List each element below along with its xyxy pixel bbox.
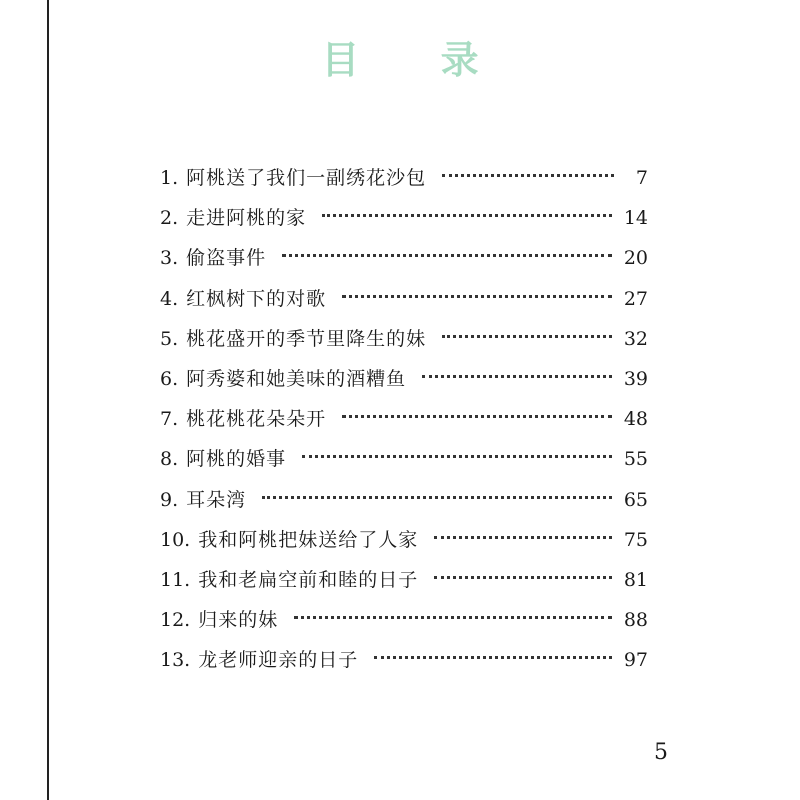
toc-entry-page: 55 [623, 448, 648, 471]
toc-entry-8[interactable] [160, 439, 648, 479]
dot-leader [294, 616, 612, 619]
toc-entry-title: 偷盗事件 [186, 247, 267, 270]
dot-leader [342, 295, 612, 298]
toc-entry-page: 81 [623, 568, 648, 591]
dot-leader [302, 455, 612, 458]
toc-entry-page: 97 [623, 649, 648, 672]
dot-leader [374, 656, 612, 659]
toc-entry-number: 11. [160, 568, 191, 591]
toc-entry-title: 龙老师迎亲的日子 [198, 649, 359, 672]
dot-leader [422, 375, 612, 378]
toc-entry-title: 桃花桃花朵朵开 [186, 408, 327, 431]
toc-entry-number: 13. [160, 649, 191, 672]
toc-entry-title: 归来的妹 [198, 609, 279, 632]
toc-entry-number: 5. [160, 327, 179, 350]
toc-entry-page: 27 [623, 287, 648, 310]
toc-entry-title: 桃花盛开的季节里降生的妹 [186, 327, 427, 350]
toc-entry-number: 6. [160, 367, 179, 390]
toc-list [160, 158, 648, 680]
toc-entry-title: 走进阿桃的家 [186, 207, 307, 230]
dot-leader [434, 576, 612, 579]
toc-entry-number: 2. [160, 207, 179, 230]
dot-leader [342, 415, 612, 418]
toc-entry-page: 32 [623, 327, 648, 350]
toc-entry-page: 48 [623, 408, 648, 431]
dot-leader [282, 254, 612, 257]
toc-entry-5[interactable] [160, 319, 648, 359]
dot-leader [434, 536, 612, 539]
toc-entry-title: 红枫树下的对歌 [186, 287, 327, 310]
toc-entry-3[interactable] [160, 238, 648, 278]
toc-entry-title: 我和老扁空前和睦的日子 [198, 568, 419, 591]
page-edge-line [47, 0, 49, 800]
toc-entry-number: 9. [160, 488, 179, 511]
toc-entry-page: 39 [623, 367, 648, 390]
toc-entry-number: 4. [160, 287, 179, 310]
toc-entry-13[interactable] [160, 640, 648, 680]
toc-entry-2[interactable] [160, 198, 648, 238]
toc-entry-7[interactable] [160, 399, 648, 439]
dot-leader [262, 496, 612, 499]
toc-entry-page: 65 [623, 488, 648, 511]
page-number: 5 [654, 740, 668, 765]
toc-entry-number: 8. [160, 448, 179, 471]
toc-entry-6[interactable] [160, 359, 648, 399]
toc-entry-number: 1. [160, 167, 179, 189]
toc-title: 目 录 [321, 37, 513, 82]
toc-entry-12[interactable] [160, 600, 648, 640]
toc-entry-page: 7 [635, 167, 648, 189]
toc-entry-title: 我和阿桃把妹送给了人家 [198, 528, 419, 551]
toc-entry-11[interactable] [160, 560, 648, 600]
dot-leader [322, 214, 612, 217]
toc-entry-title: 耳朵湾 [186, 488, 247, 511]
toc-entry-number: 10. [160, 528, 191, 551]
dot-leader [442, 174, 614, 177]
toc-entry-page: 75 [623, 528, 648, 551]
toc-entry-page: 20 [623, 247, 648, 270]
dot-leader [442, 335, 612, 338]
toc-entry-number: 3. [160, 247, 179, 270]
toc-entry-number: 7. [160, 408, 179, 431]
toc-entry-page: 88 [623, 609, 648, 632]
toc-entry-10[interactable] [160, 520, 648, 560]
toc-entry-1[interactable] [160, 158, 648, 198]
toc-entry-page: 14 [623, 207, 648, 230]
toc-entry-9[interactable] [160, 480, 648, 520]
toc-entry-title: 阿秀婆和她美味的酒糟鱼 [186, 367, 407, 390]
toc-entry-number: 12. [160, 609, 191, 632]
toc-entry-4[interactable] [160, 279, 648, 319]
toc-entry-title: 阿桃的婚事 [186, 448, 287, 471]
toc-entry-title: 阿桃送了我们一副绣花沙包 [186, 167, 427, 189]
